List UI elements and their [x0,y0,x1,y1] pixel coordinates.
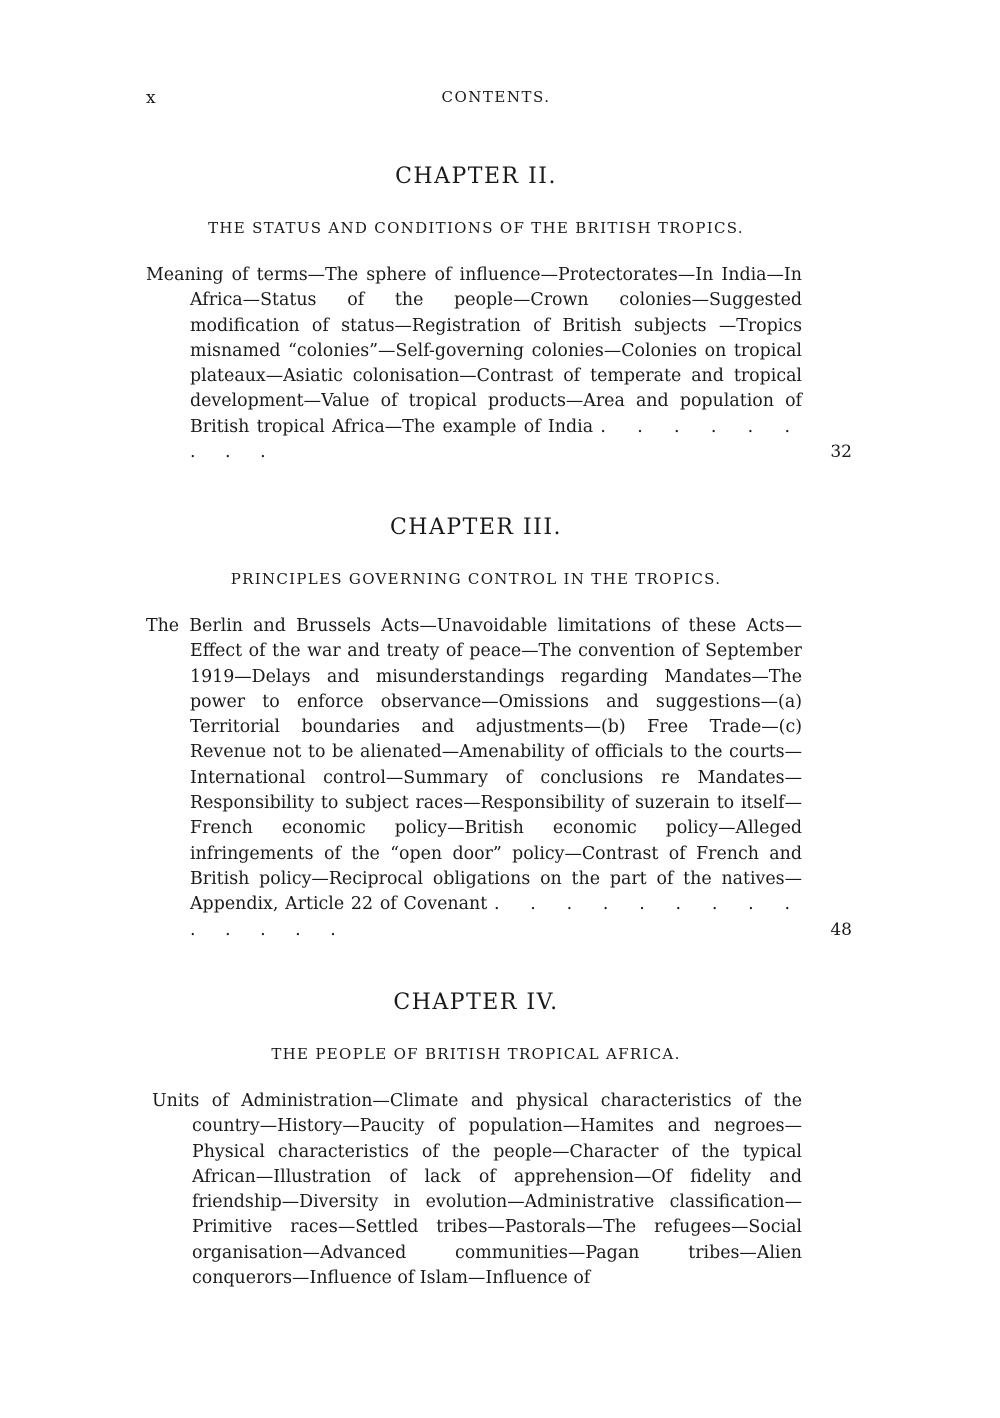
chapter-summary [146,263,852,465]
chapter-subtitle: THE STATUS AND CONDITIONS OF THE BRITISH TROPICS. [208,219,744,237]
chapter-heading: CHAPTER II. [395,164,557,189]
chapter-summary [146,614,852,943]
dot-leaders: . . . . . . . . . . . . . . [190,894,802,940]
chapter-subtitle: THE PEOPLE OF BRITISH TROPICAL AFRICA. [271,1045,681,1063]
running-title: CONTENTS. [441,88,551,106]
dot-leaders: . . . . . . . . . [190,416,803,463]
chapter-iv-entry [146,990,858,1291]
page-number: 32 [830,442,852,463]
chapter-heading: CHAPTER IV. [393,990,559,1015]
chapter-iii-entry [146,515,858,943]
page-number: 48 [830,919,852,940]
summary-text: The Berlin and Brussels Acts—Unavoidable limitations of these Acts—Effect of the war and treaty of peace—The convention of September 1919—Delays and misunderstandings regarding Mandates—The power to enforce observance—Omissions and suggestions—(a) Territorial boundaries and adjustments—(b) Free Trade—(c) Revenue not to be alienated—Amenability of officials to the courts—International control—Summary of conclusions re Mandates—Responsibility to subject races—Responsibility of suzerain to itself—French economic policy—British economic policy—Alleged infringements of the “open door” policy—Contrast of French and British policy—Reciprocal obligations on the part of the natives—Appendix, Article 22 of Covenant [146,616,802,915]
chapter-subtitle: PRINCIPLES GOVERNING CONTROL IN THE TROPICS. [230,570,722,588]
chapter-summary [146,1089,802,1291]
summary-text: Meaning of terms—The sphere of influence—Protectorates—In India—In Africa—Status of the people—Crown colonies—Suggested modification of status—Registration of British subjects —Tropics misnamed “colonies”—Self-governing colonies—Colonies on tropical plateaux—Asiatic colonisation—Contrast of temperate and tropical development—Value of tropical products—Area and population of British tropical Africa—The example of India [146,265,802,437]
running-head [146,88,806,114]
chapter-heading: CHAPTER III. [389,515,563,540]
chapter-ii-entry [146,164,858,465]
summary-text: Units of Administration—Climate and physical characteristics of the country—History—Paucity of population—Hamites and negroes—Physical characteristics of the people—Character of the typical African—Illustration of lack of apprehension—Of fidelity and friendship—Diversity in evolution—Administrative classification—Primitive races—Settled tribes—Pastorals—The refugees—Social organisation—Advanced communities—Pagan tribes—Alien conquerors—Influence of Islam—Influence of [152,1091,802,1289]
page-folio: x [146,88,157,108]
